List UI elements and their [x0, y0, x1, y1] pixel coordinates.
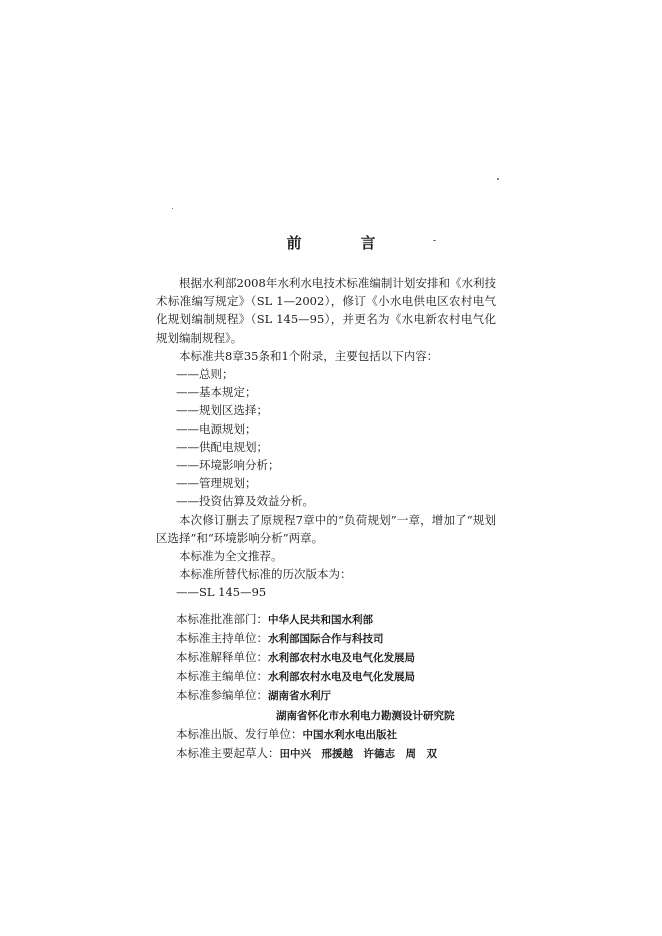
meta-value: 田中兴 邢援越 许德志 周 双 [279, 748, 437, 761]
content-item: ——管理规划； [176, 476, 257, 491]
content-item: ——电源规划； [176, 421, 257, 436]
content-item: ——环境影响分析； [176, 458, 280, 473]
paragraph-summary: 本标准共8章35条和1个附录，主要包括以下内容： [179, 348, 439, 363]
meta-value: 水利部农村水电及电气化发展局 [268, 652, 415, 665]
meta-line-participants-cont [156, 706, 496, 725]
paragraph-history: 本标准所替代标准的历次版本为： [179, 567, 352, 582]
meta-value: 湖南省水利厅 [268, 690, 331, 703]
page-title: 前 言 [286, 234, 398, 252]
scan-speck [172, 208, 173, 209]
meta-line-approval [156, 610, 496, 629]
paragraph-intro: 根据水利部2008年水利水电技术标准编制计划安排和《水利技术标准编写规定》（SL 1—2002），修订《小水电供电区农村电气化规划编制规程》（SL 145—95），并更名为《水电新农村电气化规划编制规程》。 [156, 276, 496, 345]
paragraph-recommendation: 本标准为全文推荐。 [179, 549, 283, 564]
content-item: ——基本规定； [176, 385, 257, 400]
content-item: ——规划区选择； [176, 403, 268, 418]
meta-line-host [156, 629, 496, 648]
meta-line-interpretation [156, 648, 496, 667]
meta-label: 本标准主编单位： [176, 669, 268, 684]
meta-label: 本标准批准部门： [176, 611, 268, 626]
meta-value: 湖南省怀化市水利电力勘测设计研究院 [276, 709, 455, 722]
preface-body [156, 274, 496, 763]
meta-label: 本标准参编单位： [176, 688, 268, 703]
meta-label: 本标准出版、发行单位： [176, 726, 303, 741]
meta-line-publisher [156, 725, 496, 744]
content-item: ——投资估算及效益分析。 [176, 494, 314, 509]
meta-label: 本标准主要起草人： [176, 746, 280, 761]
content-item: ——总则； [176, 367, 234, 382]
replaced-standard: ——SL 145—95 [176, 585, 267, 600]
meta-value: 中国水利水电出版社 [302, 728, 397, 741]
meta-value: 中华人民共和国水利部 [268, 613, 373, 626]
meta-value: 水利部农村水电及电气化发展局 [268, 671, 415, 684]
scan-speck [497, 178, 499, 180]
meta-line-participants [156, 686, 496, 705]
paragraph-revision: 本次修订删去了原规程7章中的“负荷规划”一章，增加了“规划区选择”和“环境影响分析”两章。 [156, 512, 496, 545]
meta-value: 水利部国际合作与科技司 [268, 632, 384, 645]
meta-line-drafters [156, 744, 496, 763]
meta-label: 本标准主持单位： [176, 630, 268, 645]
meta-line-chief-editor [156, 667, 496, 686]
meta-label: 本标准解释单位： [176, 650, 268, 665]
content-item: ——供配电规划； [176, 439, 268, 454]
